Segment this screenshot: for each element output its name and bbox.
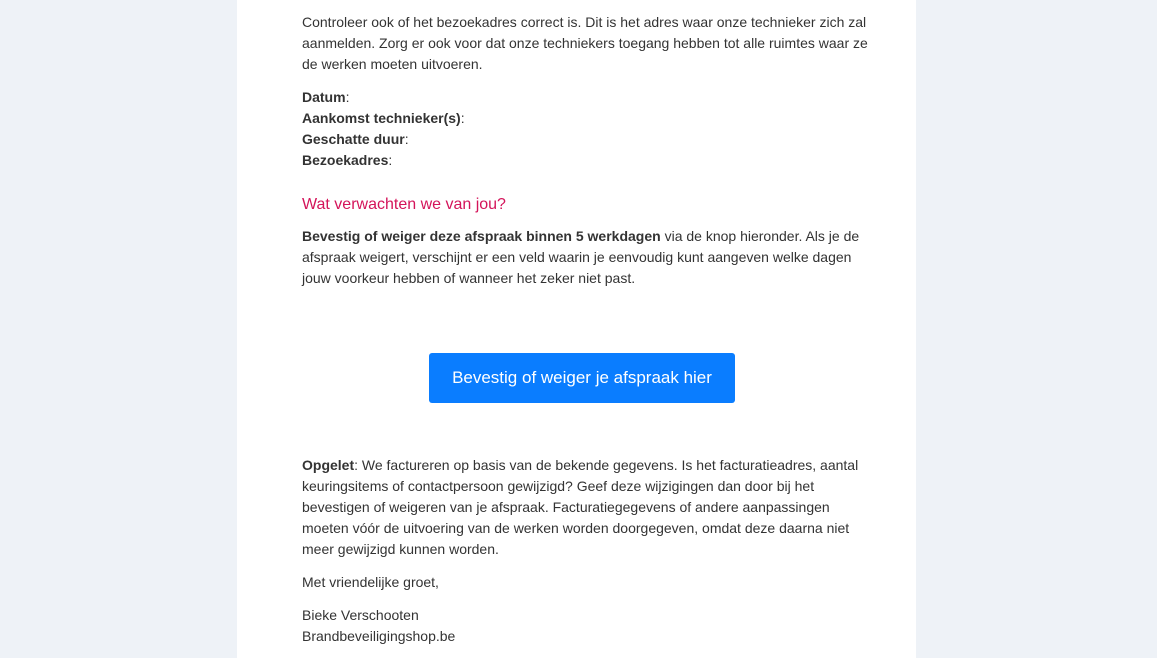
detail-datum xyxy=(302,87,874,108)
detail-separator: : xyxy=(388,152,393,168)
instruction-text: via de knop hieronder. Als je de afspraak weigert, verschijnt er een veld waarin je eenvoudig kunt aangeven welke dagen jouw voorkeur hebben of wanneer het zeker niet past. xyxy=(302,228,860,286)
email-body xyxy=(302,12,874,647)
detail-separator: : xyxy=(345,89,350,105)
detail-separator: : xyxy=(460,110,465,126)
signature-name: Bieke Verschooten xyxy=(302,607,419,623)
instruction-bold: Bevestig of weiger deze afspraak binnen 5 werkdagen xyxy=(302,228,661,244)
cta-wrapper xyxy=(302,289,874,455)
notice-label: Opgelet xyxy=(302,457,355,473)
notice-text: : We factureren op basis van de bekende gegevens. Is het facturatieadres, aantal keuringsitems of contactpersoon gewijzigd? Geef deze wijzigingen dan door bij het bevestigen of weigeren van je afspraak. Facturatiegegevens of andere aanpassingen moeten vóór de uitvoering van de werken worden doorgegeven, omdat deze daarna niet meer gewijzigd kunnen worden. xyxy=(302,457,859,557)
closing-greeting: Met vriendelijke groet, xyxy=(302,574,439,590)
instruction-paragraph xyxy=(302,226,874,289)
detail-separator: : xyxy=(404,131,409,147)
confirm-appointment-button[interactable]: Bevestig of weiger je afspraak hier xyxy=(429,353,735,403)
detail-bezoekadres xyxy=(302,150,874,171)
detail-duur xyxy=(302,129,874,150)
signature xyxy=(302,605,874,647)
signature-company: Brandbeveiligingshop.be xyxy=(302,628,456,644)
detail-label-bezoekadres: Bezoekadres xyxy=(302,152,389,168)
appointment-details xyxy=(302,87,874,171)
detail-label-aankomst: Aankomst technieker(s) xyxy=(302,110,461,126)
detail-label-datum: Datum xyxy=(302,89,346,105)
intro-paragraph: Controleer ook of het bezoekadres correct is. Dit is het adres waar onze technieker zich zal aanmelden. Zorg er ook voor dat onze techniekers toegang hebben tot alle ruimtes waar ze de werken moeten uitvoeren. xyxy=(302,14,868,72)
email-canvas xyxy=(237,0,916,658)
notice-paragraph xyxy=(302,455,874,560)
detail-aankomst xyxy=(302,108,874,129)
section-heading: Wat verwachten we van jou? xyxy=(302,196,506,213)
detail-label-duur: Geschatte duur xyxy=(302,131,405,147)
